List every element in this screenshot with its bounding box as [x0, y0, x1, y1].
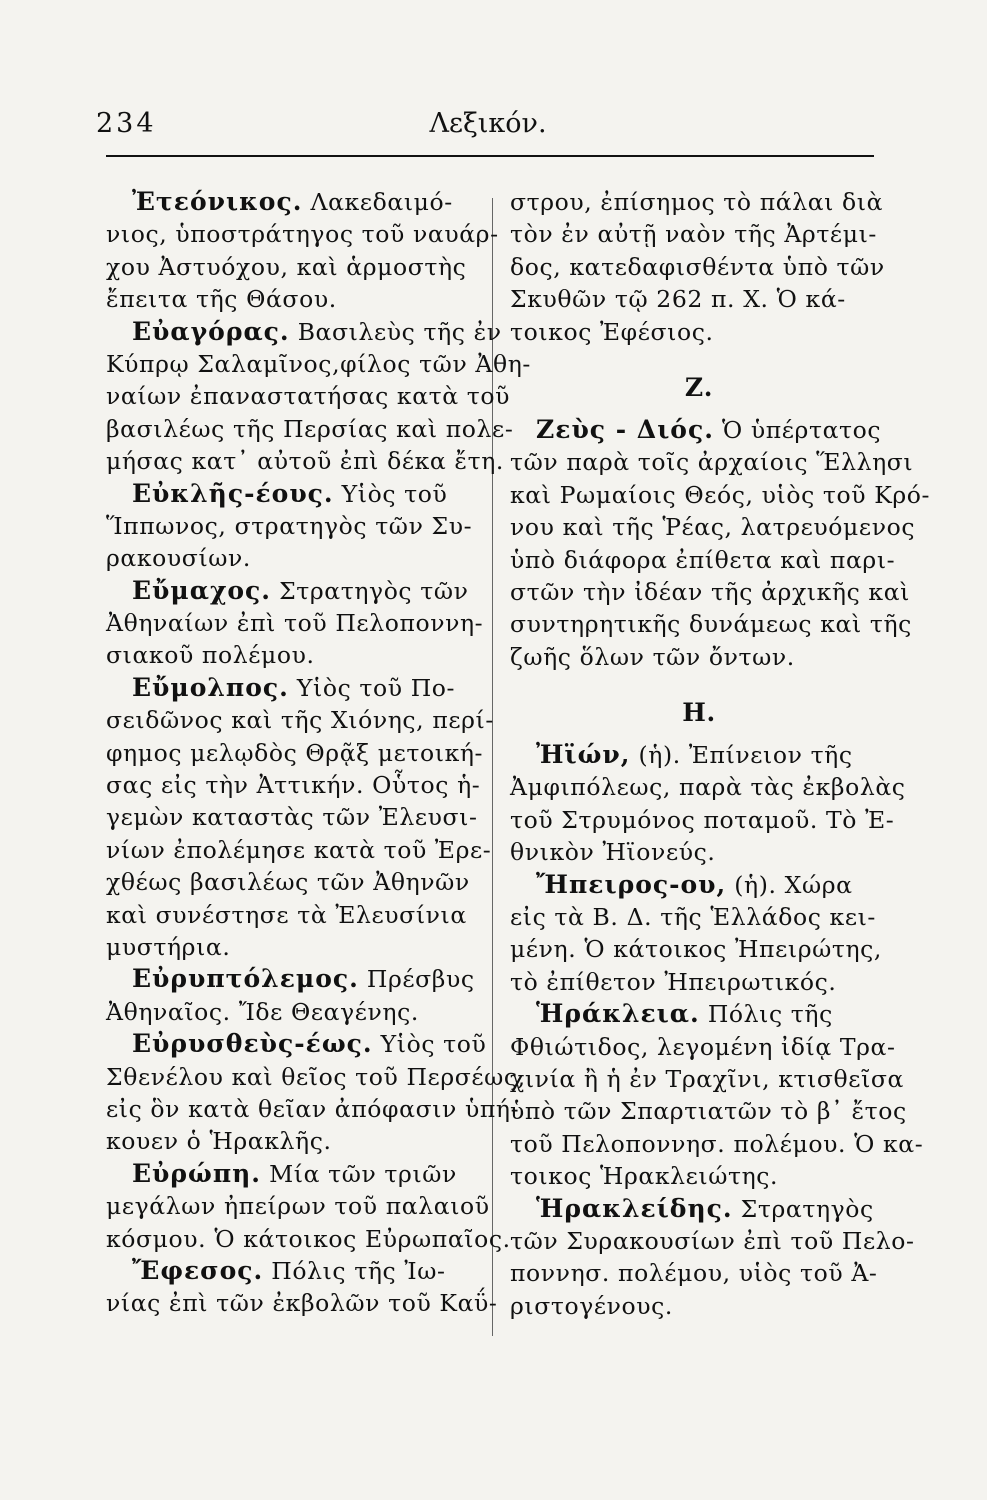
- section-gap: [510, 673, 888, 687]
- entry-line: [106, 575, 482, 607]
- entry-text: τὸν ἐν αὐτῇ ναὸν τῆς Ἀρτέμι-: [510, 220, 877, 249]
- entry-headword: Ἡρακλείδης.: [536, 1193, 733, 1223]
- entry-line: [106, 607, 482, 639]
- entry-text: (ἡ). Ἐπίνειον τῆς: [638, 741, 853, 770]
- entry-line: [510, 251, 888, 283]
- entry-text: Ἀμφιπόλεως, παρὰ τὰς ἐκβολὰς: [510, 773, 906, 802]
- entry-line: [106, 996, 482, 1028]
- dictionary-entry: [106, 316, 531, 478]
- entry-line: [510, 218, 888, 250]
- entry-text: ρακουσίων.: [106, 544, 251, 573]
- entry-line: [510, 998, 888, 1030]
- page-number: 234: [96, 108, 157, 139]
- entry-line: [106, 931, 482, 963]
- entry-line: [510, 1031, 896, 1063]
- entry-text: μένη. Ὁ κάτοικος Ἠπειρώτης,: [510, 935, 882, 964]
- entry-text: ὑπὸ τῶν Σπαρτιατῶν τὸ β᾿ ἔτος: [510, 1097, 907, 1126]
- entry-headword: Εὐαγόρας.: [132, 316, 290, 346]
- entry-headword: Εὔμαχος.: [132, 575, 271, 605]
- entry-text: Στρατηγὸς: [740, 1194, 874, 1223]
- entry-text: Ἀθηναῖος. Ἴδε Θεαγένης.: [106, 997, 419, 1026]
- running-title: Λεξικόν.: [429, 108, 547, 139]
- entry-line: [510, 804, 895, 836]
- entry-line: [106, 1223, 511, 1255]
- entry-line: [106, 834, 492, 866]
- dictionary-entry: [106, 672, 494, 964]
- entry-text: φημος μελῳδὸς Θρᾷξ μετοική-: [106, 738, 484, 767]
- entry-text: κόσμου. Ὁ κάτοικος Εὐρωπαῖος.: [106, 1224, 511, 1253]
- entry-line: [510, 511, 916, 543]
- entry-line: [106, 186, 482, 218]
- entry-text: νίας ἐπὶ τῶν ἐκβολῶν τοῦ Καΰ-: [106, 1289, 498, 1318]
- entry-line: [510, 608, 912, 640]
- entry-text: τοικος Ἐφέσιος.: [510, 317, 714, 346]
- entry-text: τῶν Συρακουσίων ἐπὶ τοῦ Πελο-: [510, 1226, 915, 1255]
- entry-line: [106, 639, 482, 671]
- entry-line: [106, 218, 499, 250]
- entry-text: χου Ἀστυόχου, καὶ ἁρμοστὴς: [106, 252, 467, 281]
- entry-text: γεμὼν καταστὰς τῶν Ἐλευσι-: [106, 803, 478, 832]
- entry-headword: Εὐρυσθεὺς-έως.: [132, 1029, 373, 1059]
- entry-text: νιος, ὑποστράτηγος τοῦ ναυάρ-: [106, 220, 499, 249]
- entry-line: [106, 1190, 490, 1222]
- entry-text: Μία τῶν τριῶν: [269, 1159, 457, 1188]
- entry-text: καὶ συνέστησε τὰ Ἐλευσίνια: [106, 900, 467, 929]
- entry-line: [510, 1160, 888, 1192]
- dictionary-entry: [106, 478, 482, 575]
- entry-line: [106, 1287, 498, 1319]
- dictionary-entry: [510, 998, 924, 1192]
- entry-line: [510, 739, 888, 771]
- entry-line: [106, 445, 504, 477]
- entry-line: [106, 1028, 487, 1060]
- entry-text: δος, κατεδαφισθέντα ὑπὸ τῶν: [510, 252, 885, 281]
- entry-line: [106, 478, 482, 510]
- entry-text: συντηρητικῆς δυνάμεως καὶ τῆς: [510, 610, 912, 639]
- entry-text: Σθενέλου καὶ θεῖος τοῦ Περσέως,: [106, 1062, 526, 1091]
- entry-headword: Ἠϊών,: [536, 740, 631, 770]
- entry-line: [106, 348, 531, 380]
- page-header: [96, 108, 880, 148]
- entry-line: [510, 1193, 888, 1225]
- entry-text: Ἀθηναίων ἐπὶ τοῦ Πελοποννη-: [106, 609, 484, 638]
- entry-text: μυστήρια.: [106, 932, 231, 961]
- entry-line: [510, 1257, 888, 1289]
- entry-text: ζωῆς ὅλων τῶν ὄντων.: [510, 642, 795, 671]
- entry-line: [106, 413, 514, 445]
- entry-line: [510, 1095, 907, 1127]
- section-heading-z: Ζ.: [684, 372, 714, 402]
- entry-headword: Ἤπειρος-ου,: [536, 869, 727, 899]
- entry-headword: Ἔφεσος.: [132, 1255, 264, 1285]
- dictionary-entry: [510, 869, 888, 999]
- entry-text: Βασιλεὺς τῆς ἐν: [297, 317, 502, 346]
- entry-line: [510, 544, 896, 576]
- entry-text: ριστογένους.: [510, 1291, 673, 1320]
- entry-line: [510, 641, 888, 673]
- entry-line: [106, 316, 502, 348]
- entry-text: στρου, ἐπίσημος τὸ πάλαι διὰ: [510, 188, 884, 216]
- entry-line: [510, 1225, 915, 1257]
- entry-headword: Εὐκλῆς-έους.: [132, 478, 334, 508]
- entry-text: (ἡ). Χώρα: [734, 870, 853, 899]
- entry-line: [106, 672, 482, 704]
- entry-headword: Εὔμολπος.: [132, 672, 289, 702]
- entry-text: Ἵππωνος, στρατηγὸς τῶν Συ-: [106, 511, 473, 540]
- entry-text: Υἱὸς τοῦ: [341, 479, 448, 508]
- entry-line: [510, 186, 888, 218]
- entry-text: σας εἰς τὴν Ἀττικήν. Οὗτος ἡ-: [106, 771, 481, 800]
- entry-text: καὶ Ρωμαίοις Θεός, υἱὸς τοῦ Κρό-: [510, 480, 931, 509]
- entry-line: [106, 1158, 482, 1190]
- entry-text: μεγάλων ἠπείρων τοῦ παλαιοῦ: [106, 1192, 490, 1221]
- entry-text: Φθιώτιδος, λεγομένη ἰδίᾳ Τρα-: [510, 1032, 896, 1061]
- dictionary-entry: [106, 963, 482, 1028]
- entry-line: [510, 1063, 905, 1095]
- entry-line: [106, 1061, 526, 1093]
- entry-text: μήσας κατ᾿ αὐτοῦ ἐπὶ δέκα ἔτη.: [106, 447, 504, 476]
- entry-headword: Ἐτεόνικος.: [132, 187, 303, 216]
- entry-text: ναίων ἐπαναστατήσας κατὰ τοῦ: [106, 382, 511, 411]
- entry-line: [106, 866, 482, 898]
- entry-line: [106, 1255, 482, 1287]
- entry-line: [106, 542, 482, 574]
- entry-text: σιακοῦ πολέμου.: [106, 641, 315, 670]
- entry-line: [510, 576, 910, 608]
- entry-headword: Ἡράκλεια.: [536, 999, 700, 1029]
- entry-text: Λακεδαιμό-: [310, 188, 453, 216]
- entry-text: εἰς ὃν κατὰ θεῖαν ἀπόφασιν ὑπή-: [106, 1094, 520, 1123]
- left-column: [106, 186, 531, 1320]
- entry-line: [106, 704, 494, 736]
- entry-line: [106, 1093, 520, 1125]
- entry-text: Σκυθῶν τῷ 262 π. Χ. Ὁ κά-: [510, 285, 846, 314]
- entry-text: ἔπειτα τῆς Θάσου.: [106, 285, 337, 314]
- entry-line: [106, 283, 482, 315]
- entry-line: [510, 446, 914, 478]
- entry-text: Πρέσβυς: [366, 965, 475, 994]
- dictionary-entry: [106, 1255, 498, 1320]
- dictionary-entry: [106, 186, 499, 316]
- entry-text: Υἱὸς τοῦ: [380, 1030, 487, 1059]
- entry-line: [510, 316, 888, 348]
- entry-text: χθέως βασιλέως τῶν Ἀθηνῶν: [106, 868, 470, 897]
- entry-text: εἰς τὰ Β. Δ. τῆς Ἑλλάδος κει-: [510, 903, 876, 932]
- entry-text: τοῦ Στρυμόνος ποταμοῦ. Τὸ Ἐ-: [510, 805, 895, 834]
- entry-line: [106, 769, 482, 801]
- dictionary-entry: [510, 739, 906, 869]
- entry-text: στῶν τὴν ἰδέαν τῆς ἀρχικῆς καὶ: [510, 577, 910, 606]
- entry-text: κουεν ὁ Ἡρακλῆς.: [106, 1127, 332, 1156]
- entry-text: Πόλις τῆς: [707, 1000, 833, 1029]
- entry-text: βασιλέως τῆς Περσίας καὶ πολε-: [106, 414, 514, 443]
- entry-headword: Εὐρυπτόλεμος.: [132, 964, 359, 994]
- entry-text: ὑπὸ διάφορα ἐπίθετα καὶ παρι-: [510, 545, 896, 574]
- entry-line: [106, 737, 482, 769]
- dictionary-entry: [510, 414, 931, 673]
- entry-headword: Εὐρώπη.: [132, 1158, 262, 1188]
- dictionary-entry: [106, 1028, 526, 1158]
- entry-line: [510, 1128, 924, 1160]
- entry-line: [106, 380, 511, 412]
- entry-text: νου καὶ τῆς Ῥέας, λατρευόμενος: [510, 513, 916, 542]
- entry-text: νίων ἐπολέμησε κατὰ τοῦ Ἐρε-: [106, 835, 492, 864]
- section-heading-h: Η.: [682, 698, 716, 728]
- entry-text: θνικὸν Ἠϊονεύς.: [510, 838, 716, 867]
- entry-line: [510, 836, 888, 868]
- entry-text: χινία ἢ ἡ ἐν Τραχῖνι, κτισθεῖσα: [510, 1064, 905, 1093]
- entry-line: [106, 801, 482, 833]
- entry-line: [106, 1125, 482, 1157]
- entry-line: [106, 899, 482, 931]
- entry-line: [106, 963, 482, 995]
- dictionary-entry: [106, 575, 482, 672]
- entry-text: τοικος Ἡρακλειώτης.: [510, 1162, 779, 1191]
- entry-line: [510, 1290, 888, 1322]
- header-rule: [106, 155, 874, 157]
- entry-line: [510, 414, 888, 446]
- entry-text: Υἱὸς τοῦ Πο-: [296, 673, 456, 702]
- entry-text: τὸ ἐπίθετον Ἠπειρωτικός.: [510, 967, 837, 996]
- right-column: [510, 186, 931, 1322]
- entry-line: [510, 869, 888, 901]
- entry-text: Κύπρῳ Σαλαμῖνος,φίλος τῶν Ἀθη-: [106, 349, 531, 378]
- entry-line: [510, 901, 888, 933]
- entry-line: [106, 510, 482, 542]
- dictionary-entry: [106, 1158, 511, 1255]
- entry-text: τῶν παρὰ τοῖς ἀρχαίοις Ἕλλησι: [510, 448, 914, 477]
- entry-line: [510, 966, 888, 998]
- entry-line: [510, 933, 888, 965]
- entry-line: [510, 283, 888, 315]
- entry-text: Στρατηγὸς τῶν: [279, 576, 469, 605]
- entry-text: Πόλις τῆς Ἰω-: [271, 1256, 446, 1285]
- entry-text: Ὁ ὑπέρτατος: [721, 415, 882, 444]
- entry-text: τοῦ Πελοποννησ. πολέμου. Ὁ κα-: [510, 1129, 924, 1158]
- entry-line: [510, 479, 931, 511]
- dictionary-entry: [510, 1193, 915, 1323]
- entry-text: ποννησ. πολέμου, υἱὸς τοῦ Ἀ-: [510, 1259, 878, 1288]
- entry-line: [106, 251, 482, 283]
- entry-line: [510, 771, 906, 803]
- entry-headword: Ζεὺς - Διός.: [536, 414, 714, 444]
- entry-text: σειδῶνος καὶ τῆς Χιόνης, περί-: [106, 706, 494, 735]
- section-gap: [510, 348, 888, 362]
